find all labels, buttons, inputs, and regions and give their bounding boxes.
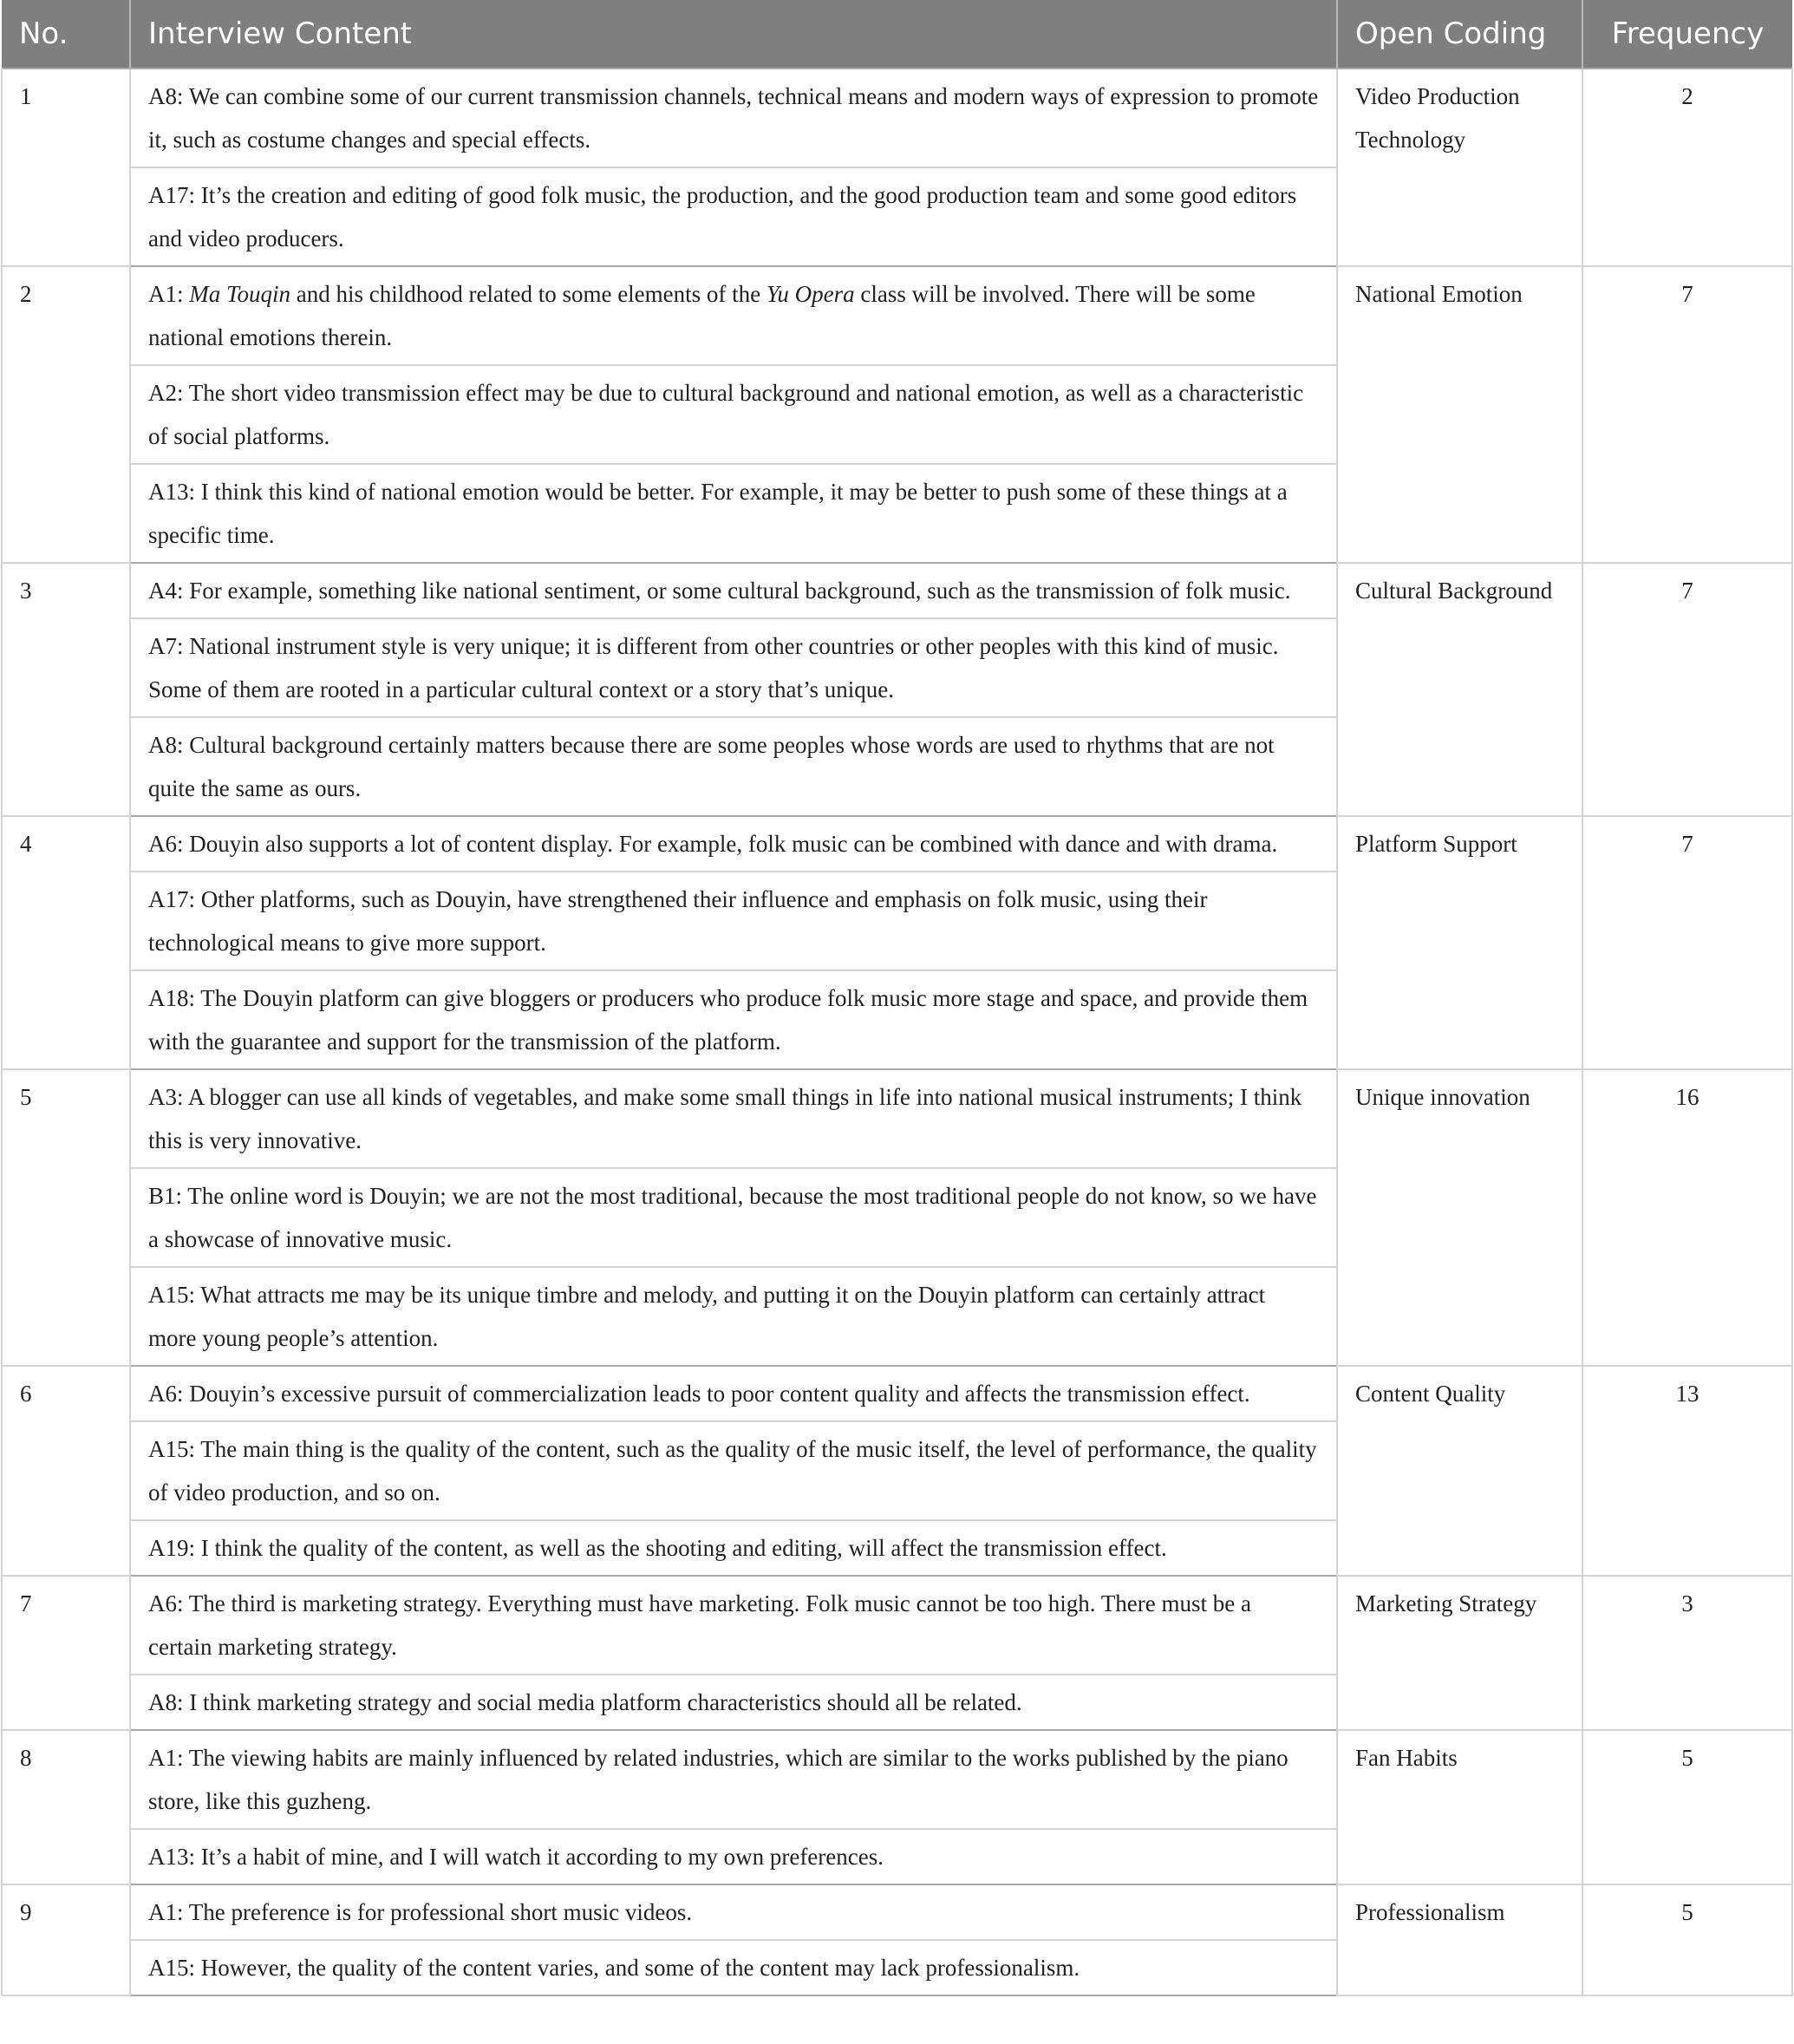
italic-term: Yu Opera: [766, 281, 855, 307]
interview-quote: A8: I think marketing strategy and social media platform characteristics should all be related.: [130, 1675, 1337, 1730]
open-coding-label: Cultural Background: [1337, 563, 1582, 816]
interview-quote: A6: The third is marketing strategy. Everything must have marketing. Folk music cannot be too high. There must be a certain marketing strategy.: [130, 1576, 1337, 1675]
interview-quote: A19: I think the quality of the content, as well as the shooting and editing, will affect the transmission effect.: [130, 1520, 1337, 1576]
interview-quote: A6: Douyin’s excessive pursuit of commercialization leads to poor content quality and affects the transmission effect.: [130, 1366, 1337, 1421]
interview-quote: A1: The viewing habits are mainly influenced by related industries, which are similar to the works published by the piano store, like this guzheng.: [130, 1730, 1337, 1829]
frequency-value: 16: [1582, 1069, 1792, 1366]
table-row: [2, 1366, 1792, 1421]
header-frequency: Frequency: [1582, 0, 1792, 69]
frequency-value: 7: [1582, 563, 1792, 816]
row-number: 9: [2, 1884, 130, 1995]
open-coding-label: Content Quality: [1337, 1366, 1582, 1576]
interview-quote: A15: What attracts me may be its unique timbre and melody, and putting it on the Douyin platform can certainly attract more young people’s attention.: [130, 1267, 1337, 1366]
interview-quote: A13: It’s a habit of mine, and I will watch it according to my own preferences.: [130, 1829, 1337, 1884]
interview-quote: A18: The Douyin platform can give bloggers or producers who produce folk music more stage and space, and provide them with the guarantee and support for the transmission of the platform.: [130, 970, 1337, 1069]
table-row: [2, 1576, 1792, 1675]
interview-quote: A8: We can combine some of our current transmission channels, technical means and modern ways of expression to promote it, such as costume changes and special effects.: [130, 69, 1337, 167]
interview-quote: [130, 266, 1337, 365]
table-row: [2, 1069, 1792, 1168]
row-number: 4: [2, 816, 130, 1069]
open-coding-label: Unique innovation: [1337, 1069, 1582, 1366]
table-row: [2, 266, 1792, 365]
interview-quote: A3: A blogger can use all kinds of vegetables, and make some small things in life into national musical instruments; I think this is very innovative.: [130, 1069, 1337, 1168]
interview-quote: A17: Other platforms, such as Douyin, have strengthened their influence and emphasis on folk music, using their technological means to give more support.: [130, 872, 1337, 970]
quote-text-part: class will be involved. There will be some national emotions therein.: [148, 281, 1256, 350]
interview-quote: A1: The preference is for professional short music videos.: [130, 1884, 1337, 1940]
italic-term: Ma Touqin: [189, 281, 291, 307]
header-interview-content: Interview Content: [130, 0, 1337, 69]
interview-quote: A15: However, the quality of the content varies, and some of the content may lack professionalism.: [130, 1940, 1337, 1995]
table-row: [2, 816, 1792, 872]
frequency-value: 3: [1582, 1576, 1792, 1730]
header-open-coding: Open Coding: [1337, 0, 1582, 69]
frequency-value: 5: [1582, 1884, 1792, 1995]
quote-text-part: and his childhood related to some elements of the: [290, 281, 767, 307]
header-no: No.: [2, 0, 130, 69]
frequency-value: 7: [1582, 266, 1792, 563]
open-coding-label: Fan Habits: [1337, 1730, 1582, 1884]
open-coding-label: Platform Support: [1337, 816, 1582, 1069]
row-number: 2: [2, 266, 130, 563]
interview-quote: A2: The short video transmission effect may be due to cultural background and national emotion, as well as a characteristic of social platforms.: [130, 365, 1337, 464]
table-row: [2, 1884, 1792, 1940]
table-body: [2, 69, 1792, 1995]
interview-quote: A4: For example, something like national sentiment, or some cultural background, such as the transmission of folk music.: [130, 563, 1337, 618]
interview-quote: A13: I think this kind of national emotion would be better. For example, it may be better to push some of these things at a specific time.: [130, 464, 1337, 563]
interview-quote: A15: The main thing is the quality of the content, such as the quality of the music itself, the level of performance, the quality of video production, and so on.: [130, 1421, 1337, 1520]
open-coding-label: Professionalism: [1337, 1884, 1582, 1995]
frequency-value: 7: [1582, 816, 1792, 1069]
table-row: [2, 563, 1792, 618]
coding-table: [1, 0, 1793, 1996]
table-header: [2, 0, 1792, 69]
quote-text-part: A1:: [148, 281, 190, 307]
frequency-value: 5: [1582, 1730, 1792, 1884]
frequency-value: 13: [1582, 1366, 1792, 1576]
interview-quote: A8: Cultural background certainly matters because there are some peoples whose words are used to rhythms that are not quite the same as ours.: [130, 717, 1337, 816]
open-coding-label: National Emotion: [1337, 266, 1582, 563]
open-coding-label: Marketing Strategy: [1337, 1576, 1582, 1730]
row-number: 5: [2, 1069, 130, 1366]
row-number: 7: [2, 1576, 130, 1730]
row-number: 6: [2, 1366, 130, 1576]
interview-quote: A17: It’s the creation and editing of good folk music, the production, and the good production team and some good editors and video producers.: [130, 167, 1337, 266]
interview-quote: A6: Douyin also supports a lot of content display. For example, folk music can be combined with dance and with drama.: [130, 816, 1337, 872]
row-number: 8: [2, 1730, 130, 1884]
open-coding-label: Video Production Technology: [1337, 69, 1582, 266]
interview-quote: A7: National instrument style is very unique; it is different from other countries or other peoples with this kind of music. Some of them are rooted in a particular cultural context or a story that’s unique.: [130, 618, 1337, 717]
table-row: [2, 1730, 1792, 1829]
table-row: [2, 69, 1792, 167]
row-number: 1: [2, 69, 130, 266]
interview-quote: B1: The online word is Douyin; we are not the most traditional, because the most traditional people do not know, so we have a showcase of innovative music.: [130, 1168, 1337, 1267]
frequency-value: 2: [1582, 69, 1792, 266]
row-number: 3: [2, 563, 130, 816]
